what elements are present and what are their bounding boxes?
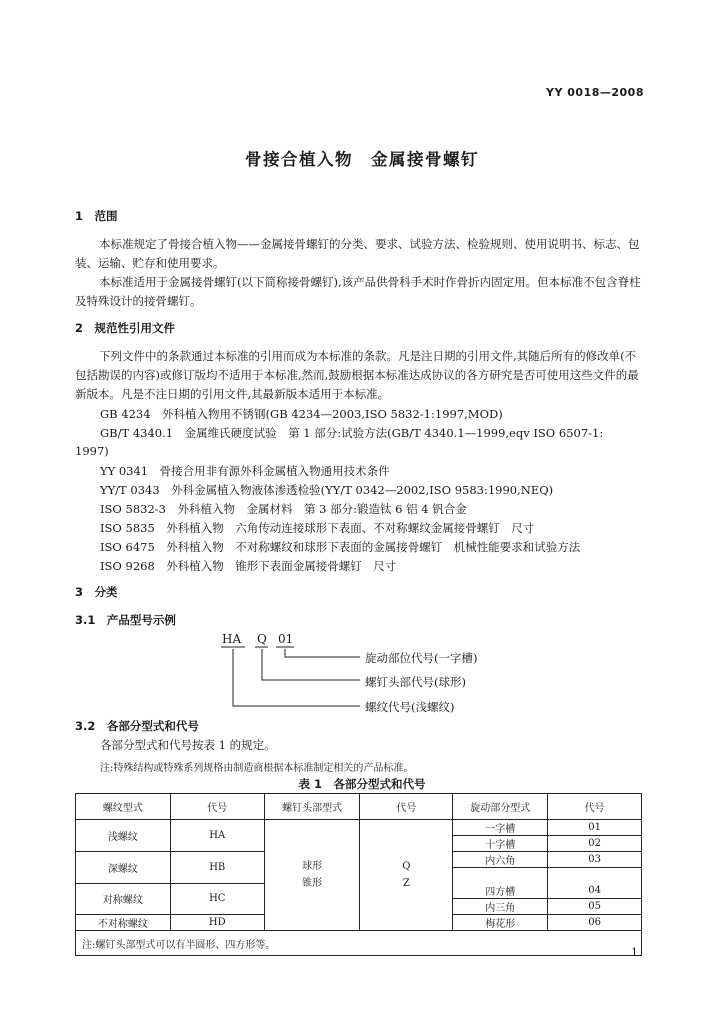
thread-code-cell: HB	[170, 852, 264, 884]
label-drive-code: 旋动部位代号(一字槽)	[365, 651, 478, 665]
head-type-cell: 球形 锥形	[264, 820, 360, 931]
header-head-type: 螺钉头部型式	[264, 794, 360, 820]
label-thread-code: 螺纹代号(浅螺纹)	[365, 700, 455, 714]
head-code-cell: Q Z	[360, 820, 453, 931]
thread-type-cell: 不对称螺纹	[76, 915, 171, 931]
section-3-2-text: 各部分型式和代号按表 1 的规定。	[100, 738, 276, 752]
thread-type-cell: 浅螺纹	[76, 820, 171, 852]
drive-code-cell: 02	[548, 836, 642, 852]
drive-code-cell: 04	[548, 883, 642, 899]
reference-item: ISO 5835 外科植入物 六角传动连接球形下表面、不对称螺纹金属接骨螺钉 尺寸	[100, 521, 535, 535]
header-thread-code: 代号	[170, 794, 264, 820]
drive-type-cell: 十字槽	[453, 836, 548, 852]
thread-code-cell: HC	[170, 883, 264, 915]
reference-item: YY 0341 骨接合用非有源外科金属植入物通用技术条件	[100, 464, 390, 478]
header-thread-type: 螺纹型式	[76, 794, 171, 820]
section-1-paragraph-2: 本标准适用于金属接骨螺钉(以下简称接骨螺钉),该产品供骨科手术时作骨折内固定用。但本标准不包含脊柱及特殊设计的接骨螺钉。	[75, 275, 641, 308]
drive-spacer-cell	[548, 868, 642, 884]
header-drive-type: 旋动部分型式	[453, 794, 548, 820]
reference-item: ISO 6475 外科植入物 不对称螺纹和球形下表面的金属接骨螺钉 机械性能要求和试验方法	[100, 540, 581, 554]
header-drive-code: 代号	[548, 794, 642, 820]
section-3-1-heading: 3.1 产品型号示例	[75, 613, 176, 627]
thread-code-cell: HA	[170, 820, 264, 852]
reference-item: GB/T 4340.1 金属维氏硬度试验 第 1 部分:试验方法(GB/T 4340.1—1999,eqv ISO 6507-1:	[100, 426, 604, 440]
page-number: 1	[631, 946, 638, 959]
drive-code-cell: 05	[548, 899, 642, 915]
drive-type-cell: 梅花形	[453, 915, 548, 931]
code-thread: HA	[222, 632, 242, 646]
drive-code-cell: 03	[548, 852, 642, 868]
section-3-heading: 3 分类	[75, 585, 118, 599]
section-1-paragraph-1: 本标准规定了骨接合植入物——金属接骨螺钉的分类、要求、试验方法、检验规则、使用说明书、标志、包装、运输、贮存和使用要求。	[75, 237, 640, 270]
code-head: Q	[257, 632, 267, 646]
drive-spacer-cell	[453, 868, 548, 884]
drive-type-cell: 四方槽	[453, 883, 548, 899]
table-row	[76, 820, 642, 836]
section-2-heading: 2 规范性引用文件	[75, 321, 176, 335]
table-header-row	[76, 794, 642, 820]
section-1-heading: 1 范围	[75, 209, 118, 223]
drive-code-cell: 06	[548, 915, 642, 931]
reference-item: ISO 9268 外科植入物 锥形下表面金属接骨螺钉 尺寸	[100, 559, 397, 573]
thread-type-cell: 深螺纹	[76, 852, 171, 884]
section-3-2-heading: 3.2 各部分型式和代号	[75, 719, 199, 733]
section-2-paragraph: 下列文件中的条款通过本标准的引用而成为本标准的条款。凡是注日期的引用文件,其随后所有的修改单(不包括勘误的内容)或修订版均不适用于本标准,然而,鼓励根据本标准达成协议的各方研究是否可使用这些文件的最新版本。凡是不注日期的引用文件,其最新版本适用于本标准。	[75, 349, 639, 401]
thread-type-cell: 对称螺纹	[76, 883, 171, 915]
table-footnote-row	[76, 931, 642, 956]
reference-item-continued: 1997)	[75, 444, 109, 458]
table-footnote: 注:螺钉头部型式可以有半圆形、四方形等。	[76, 931, 642, 956]
header-head-code: 代号	[360, 794, 453, 820]
table-1	[75, 793, 642, 956]
thread-code-cell: HD	[170, 915, 264, 931]
note: 注:特殊结构或特殊系列规格由制造商根据本标准制定相关的产品标准。	[100, 763, 414, 774]
drive-type-cell: 内六角	[453, 852, 548, 868]
code-drive: 01	[278, 632, 294, 646]
reference-item: ISO 5832-3 外科植入物 金属材料 第 3 部分:锻造钛 6 铝 4 钒合金	[100, 502, 467, 516]
reference-item: GB 4234 外科植入物用不锈钢(GB 4234—2003,ISO 5832-1:1997,MOD)	[100, 407, 503, 421]
drive-type-cell: 一字槽	[453, 820, 548, 836]
standard-number: YY 0018—2008	[546, 86, 644, 99]
drive-type-cell: 内三角	[453, 899, 548, 915]
drive-code-cell: 01	[548, 820, 642, 836]
table-1-caption: 表 1 各部分型式和代号	[298, 777, 426, 791]
document-title: 骨接合植入物 金属接骨螺钉	[245, 150, 479, 169]
reference-item: YY/T 0343 外科金属植入物液体渗透检验(YY/T 0342—2002,ISO 9583:1990,NEQ)	[100, 483, 554, 497]
label-head-code: 螺钉头部代号(球形)	[365, 675, 466, 689]
